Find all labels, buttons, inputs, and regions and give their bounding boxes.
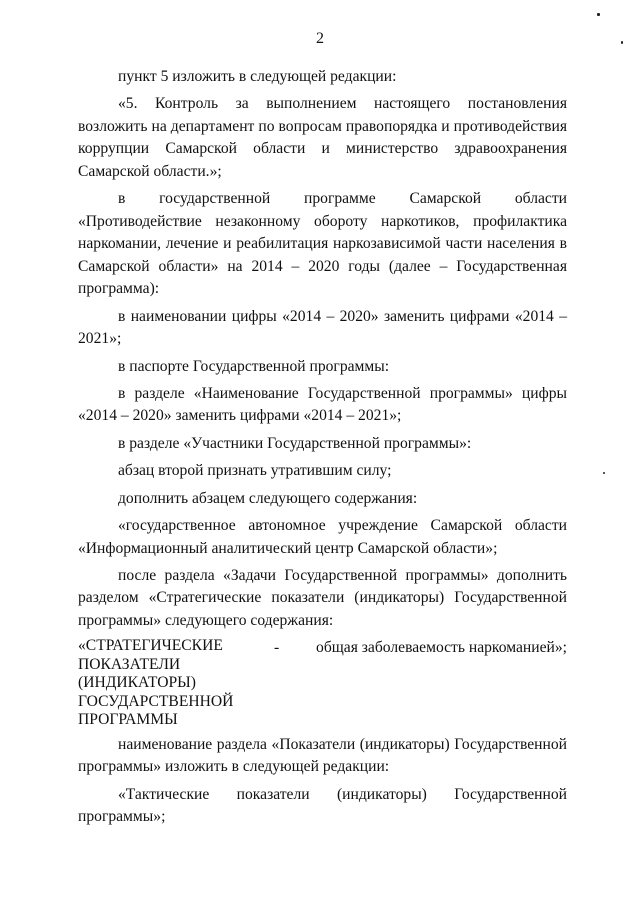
paragraph-7: в разделе «Участники Государственной программы»: xyxy=(118,434,472,452)
paragraph-6: в разделе «Наименование Государственной программы» цифры «2014 – 2020» заменить цифрами «2014 – 2021»; xyxy=(78,384,567,425)
scan-speck xyxy=(603,472,605,474)
table-right-cell: общая заболеваемость наркоманией»; xyxy=(316,639,567,657)
table-left-cell: «СТРАТЕГИЧЕСКИЕ ПОКАЗАТЕЛИ (ИНДИКАТОРЫ) ГОСУДАРСТВЕННОЙ ПРОГРАММЫ xyxy=(78,637,234,729)
scan-speck xyxy=(597,13,600,16)
paragraph-1: пункт 5 изложить в следующей редакции: xyxy=(118,68,397,85)
paragraph-5: в паспорте Государственной программы: xyxy=(118,357,390,375)
paragraph-11: после раздела «Задачи Государственной программы» дополнить разделом «Стратегические показатели (индикаторы) Государственной программы» следующего содержания: xyxy=(78,566,567,629)
page-number: 2 xyxy=(316,30,324,47)
document-body xyxy=(78,66,567,834)
paragraph-13: «Тактические показатели (индикаторы) Государственной программы»; xyxy=(78,785,567,826)
scan-speck xyxy=(621,41,623,44)
paragraph-2: «5. Контроль за выполнением настоящего постановления возложить на департамент по вопросам правопорядка и противодействия коррупции Самарской области и министерство здравоохранения Самарской области.»; xyxy=(78,95,567,180)
indicators-table-row xyxy=(78,637,567,730)
paragraph-8: абзац второй признать утратившим силу; xyxy=(118,462,392,480)
paragraph-4: в наименовании цифры «2014 – 2020» заменить цифрами «2014 – 2021»; xyxy=(78,307,567,348)
paragraph-3: в государственной программе Самарской области «Противодействие незаконному обороту наркотиков, профилактика наркомании, лечение и реабилитация наркозависимой части населения в Самарской области» на 2014 – 2020 годы (далее – Государственная программа): xyxy=(78,190,567,298)
paragraph-12: наименование раздела «Показатели (индикаторы) Государственной программы» изложить в следующей редакции: xyxy=(78,735,567,776)
paragraph-10: «государственное автономное учреждение Самарской области «Информационный аналитический центр Самарской области»; xyxy=(78,517,567,557)
paragraph-9: дополнить абзацем следующего содержания: xyxy=(118,489,418,507)
table-dash: - xyxy=(274,639,280,657)
